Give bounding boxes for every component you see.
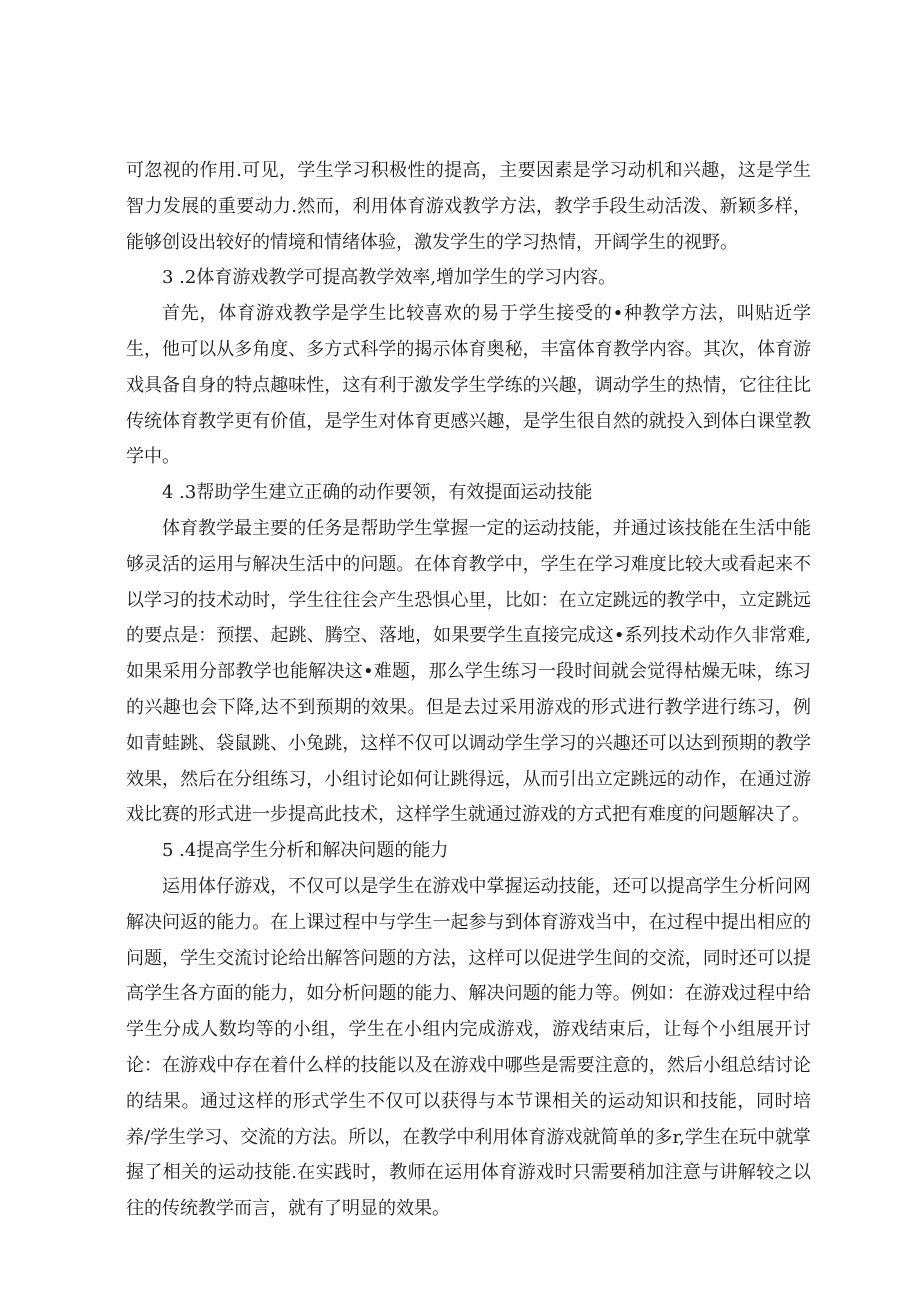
paragraph-4-3: 体育教学最主要的任务是帮助学生掌握一定的运动技能，并通过该技能在生活中能够灵活的运用与解决生活中的问题。在体育教学中，学生在学习难度比较大或看起来不以学习的技术动时，学生往往会产生恐惧心里，比如：在立定跳远的教学中，立定跳远的要点是：预摆、起跳、腾空、落地，如果要学生直接完成这•系列技术动作久非常难,如果采用分部教学也能解决这•难题，那么学生练习一段时间就会觉得枯燥无味，练习的兴趣也会下降,达不到预期的效果。但是去过采用游戏的形式进行教学进行练习，例如青蛙跳、袋鼠跳、小兔跳，这样不仅可以调动学生学习的兴趣还可以达到预期的教学效果，然后在分组练习，小组讨论如何让跳得远，从而引出立定跳远的动作，在通过游戏比赛的形式进一步提高此技术，这样学生就通过游戏的方式把有难度的问题解决了。 (126, 517, 811, 826)
paragraph-3-2: 首先，体育游戏教学是学生比较喜欢的易于学生接受的•种教学方法，叫贴近学生，他可以从多角度、多方式科学的揭示体育奥秘，丰富体育教学内容。其次，体育游戏具备自身的特点趣味性，这有利于激发学生学练的兴趣，调动学生的热情，它往往比传统体育教学更有价值，是学生对体育更感兴趣，是学生很自然的就投入到体白课堂教学中。 (126, 303, 811, 468)
section-heading-3-2: 3 .2体育游戏教学可提高教学效率,增加学生的学习内容。 (162, 267, 617, 289)
paragraph-5-4: 运用体仔游戏，不仅可以是学生在游戏中掌握运动技能，还可以提高学生分析问网解决问返的能力。在上课过程中与学生一起参与到体育游戏当中，在过程中提出相应的问题，学生交流讨论给出解答问题的方法，这样可以促进学生间的交流，同时还可以提高学生各方面的能力，如分析问题的能力、解决问题的能力等。例如：在游戏过程中给学生分成人数均等的小组，学生在小组内完成游戏，游戏结束后，让每个小组展开讨论：在游戏中存在着什么样的技能以及在游戏中哪些是需要注意的，然后小组总结讨论的结果。通过这样的形式学生不仅可以获得与本节课相关的运动知识和技能，同时培养/学生学习、交流的方法。所以，在教学中利用体育游戏就简单的多r,学生在玩中就掌握了相关的运动技能.在实践时，教师在运用体育游戏时只需要稍加注意与讲解较之以往的传统教学而言，就有了明显的效果。 (126, 875, 811, 1220)
section-heading-5-4: 5 .4提高学生分析和解决问题的能力 (162, 840, 449, 862)
document-body (126, 153, 811, 1227)
section-heading-4-3: 4 .3帮助学生建立正确的动作要领，有效提面运动技能 (162, 482, 593, 504)
paragraph-continuation: 可忽视的作用.可见，学生学习积极性的提高，主要因素是学习动机和兴趣，这是学生智力发展的重要动力.然而，利用体育游戏教学方法，教学手段生动活泼、新颖多样，能够创设出较好的情境和情绪体验，激发学生的学习热情，开阔学生的视野。 (126, 160, 811, 253)
